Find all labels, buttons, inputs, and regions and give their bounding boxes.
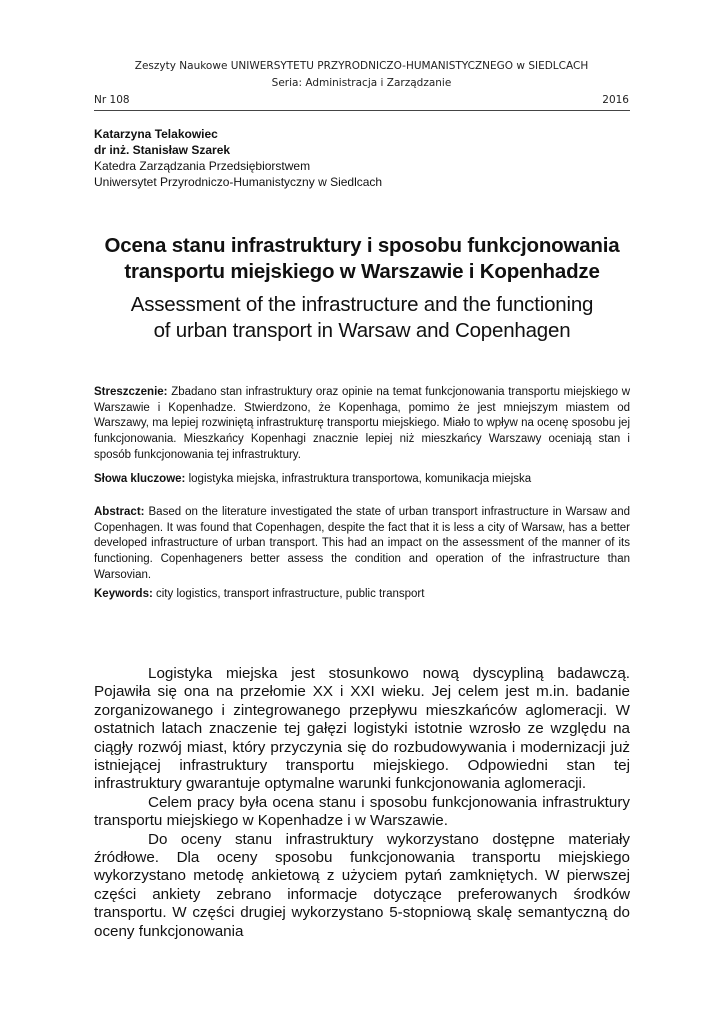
- body-paragraph: Do oceny stanu infrastruktury wykorzystano dostępne materiały źródłowe. Dla oceny sposobu funkcjonowania transportu miejskiego wykorzystano metodę ankietową z użyciem pytań zamkniętych. W pierwszej części ankiety zebrano informacje dotyczące preferowanych środków transportu. W części drugiej wykorzystano 5-stopniową skalę semantyczną do oceny funkcjonowania: [94, 830, 630, 940]
- author-block: [94, 126, 630, 190]
- title-polish: [94, 233, 630, 285]
- slowa-kluczowe-text: logistyka miejska, infrastruktura transportowa, komunikacja miejska: [188, 473, 532, 485]
- title-polish-line: Ocena stanu infrastruktury i sposobu funkcjonowania: [104, 234, 620, 257]
- journal-series: Seria: Administracja i Zarządzanie: [271, 77, 452, 89]
- slowa-kluczowe-label: Słowa kluczowe:: [94, 473, 186, 485]
- streszczenie-section: [94, 385, 630, 464]
- author-name: dr inż. Stanisław Szarek: [94, 143, 231, 157]
- title-polish-line: transportu miejskiego w Warszawie i Kopenhadze: [124, 260, 600, 283]
- title-english: [94, 292, 630, 344]
- author-university: Uniwersytet Przyrodniczo-Humanistyczny w Siedlcach: [94, 175, 383, 189]
- header-divider: [94, 110, 630, 111]
- author-department: Katedra Zarządzania Przedsiębiorstwem: [94, 159, 311, 173]
- keywords-text: city logistics, transport infrastructure, public transport: [156, 588, 425, 600]
- issue-year: 2016: [602, 94, 629, 106]
- body-paragraph: Logistyka miejska jest stosunkowo nową dyscypliną badawczą. Pojawiła się ona na przełomie XX i XXI wieku. Jej celem jest m.in. badanie zorganizowanego i zintegrowanego przepływu mieszkańców aglomeracji. W ostatnich latach znaczenie tej gałęzi logistyki istotnie wzrosło ze względu na ciągły rozwój miast, który przyczynia się do rozbudowywania i modernizacji już istniejącej infrastruktury transportu miejskiego. Odpowiedni stan tej infrastruktury gwarantuje optymalne warunki funkcjonowania aglomeracji.: [94, 665, 630, 793]
- abstract-section: [94, 505, 630, 584]
- title-english-line: of urban transport in Warsaw and Copenhagen: [153, 319, 571, 342]
- body-paragraph: Celem pracy była ocena stanu i sposobu funkcjonowania infrastruktury transportu miejskiego w Kopenhadze i w Warszawie.: [94, 793, 630, 830]
- journal-name: Zeszyty Naukowe UNIWERSYTETU PRZYRODNICZO-HUMANISTYCZNEGO w SIEDLCACH: [134, 60, 589, 72]
- abstract-label: Abstract:: [94, 506, 145, 518]
- author-name: Katarzyna Telakowiec: [94, 127, 218, 141]
- keywords-section: [94, 587, 630, 603]
- slowa-kluczowe-section: [94, 472, 630, 488]
- body-text: [94, 665, 630, 941]
- keywords-label: Keywords:: [94, 588, 153, 600]
- streszczenie-label: Streszczenie:: [94, 386, 168, 398]
- issue-number: Nr 108: [94, 94, 130, 106]
- abstract-text: Based on the literature investigated the state of urban transport infrastructure in Warsaw and Copenhagen. It was found that Copenhagen, despite the fact that it is less a city of Warsaw, has a better developed infrastructure of urban transport. This had an impact on the assessment of the manner of its functioning. Copenhageners better assess the condition and operation of the infrastructure than Warsovian.: [94, 506, 630, 581]
- title-english-line: Assessment of the infrastructure and the functioning: [130, 293, 594, 316]
- streszczenie-text: Zbadano stan infrastruktury oraz opinie na temat funkcjonowania transportu miejskiego w Warszawie i Kopenhadze. Stwierdzono, że Kopenhaga, pomimo że jest mniejszym miastem od Warszawy, ma lepiej rozwiniętą infrastrukturę transportu miejskiego. Miało to wpływ na ocenę sposobu jej funkcjonowania. Mieszkańcy Kopenhagi znacznie lepiej niż mieszkańcy Warszawy oceniają stan i sposób funkcjonowania tej infrastruktury.: [94, 386, 630, 461]
